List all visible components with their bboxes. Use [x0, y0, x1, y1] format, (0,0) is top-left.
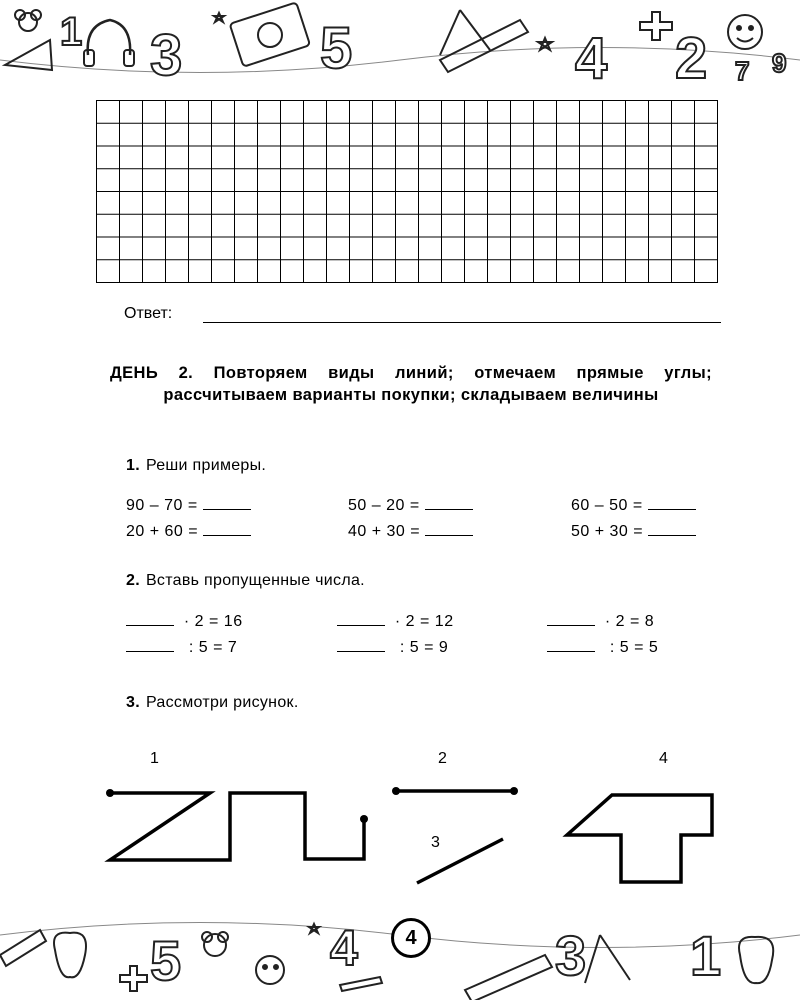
- decor-digit-3: 3: [150, 23, 183, 88]
- task-2-example: : 5 = 5: [547, 637, 658, 657]
- task-1-heading: [126, 457, 266, 475]
- school-doodles-icon: [0, 0, 800, 90]
- decor-digit-1: 1: [690, 924, 722, 987]
- figure-2-right-dot: [510, 787, 518, 795]
- answer-blank[interactable]: [425, 495, 473, 510]
- figure-1-start-dot: [106, 789, 114, 797]
- task-3-text: Рассмотри рисунок.: [145, 694, 299, 711]
- figure-4-polygon: [567, 795, 712, 882]
- task-2-number: 2.: [126, 572, 140, 589]
- decor-digit-9: 9: [772, 48, 787, 78]
- missing-number-blank[interactable]: [547, 611, 595, 626]
- task-2-heading: [126, 572, 365, 590]
- task-2-example: : 5 = 9: [337, 637, 448, 657]
- missing-number-blank[interactable]: [337, 611, 385, 626]
- task-1-example: 40 + 30 =: [348, 521, 473, 541]
- task-2-example: · 2 = 16: [126, 611, 243, 631]
- task-1-example: 50 + 30 =: [571, 521, 696, 541]
- task-2-example: · 2 = 12: [337, 611, 454, 631]
- decor-digit-3: 3: [555, 924, 587, 987]
- decor-digit-1: 1: [60, 10, 83, 54]
- missing-number-blank[interactable]: [126, 637, 174, 652]
- figure-1-end-dot: [360, 815, 368, 823]
- figure-label-2: 2: [438, 750, 447, 767]
- answer-blank[interactable]: [648, 521, 696, 536]
- figure-label-4: 4: [659, 750, 668, 767]
- decor-digit-4: 4: [330, 920, 358, 976]
- task-3-heading: [126, 694, 299, 712]
- task-1-number: 1.: [126, 457, 140, 474]
- task-1-example: 50 – 20 =: [348, 495, 473, 515]
- figure-1-broken-line: [110, 793, 364, 860]
- task-1-example: 20 + 60 =: [126, 521, 251, 541]
- decor-digit-5: 5: [150, 929, 182, 992]
- missing-number-blank[interactable]: [126, 611, 174, 626]
- page-number: 4: [391, 918, 431, 958]
- task-2-text: Вставь пропущенные числа.: [145, 572, 365, 589]
- decor-digit-4: 4: [575, 26, 608, 90]
- missing-number-blank[interactable]: [337, 637, 385, 652]
- answer-label: Ответ:: [124, 305, 173, 322]
- figure-label-1: 1: [150, 750, 159, 767]
- task-2-example: : 5 = 7: [126, 637, 237, 657]
- task-3-number: 3.: [126, 694, 140, 711]
- task-2-example: · 2 = 8: [547, 611, 654, 631]
- line-figures: [0, 740, 800, 900]
- day-title: ДЕНЬ 2. Повторяем виды линий; отмечаем прямые углы; рассчитываем варианты покупки; складываем величины: [110, 364, 712, 404]
- squared-answer-grid[interactable]: [96, 100, 718, 283]
- decor-digit-7: 7: [735, 56, 750, 86]
- missing-number-blank[interactable]: [547, 637, 595, 652]
- task-1-example: 60 – 50 =: [571, 495, 696, 515]
- answer-blank[interactable]: [203, 521, 251, 536]
- task-1-text: Реши примеры.: [145, 457, 267, 474]
- answer-line[interactable]: [203, 322, 721, 323]
- answer-blank[interactable]: [648, 495, 696, 510]
- figure-3-ray: [417, 839, 503, 883]
- figure-2-left-dot: [392, 787, 400, 795]
- top-decorative-border: [0, 0, 800, 90]
- figure-label-3: 3: [431, 834, 440, 851]
- task-1-example: 90 – 70 =: [126, 495, 251, 515]
- answer-blank[interactable]: [203, 495, 251, 510]
- decor-digit-5: 5: [320, 16, 353, 81]
- decor-digit-2: 2: [675, 26, 708, 90]
- answer-blank[interactable]: [425, 521, 473, 536]
